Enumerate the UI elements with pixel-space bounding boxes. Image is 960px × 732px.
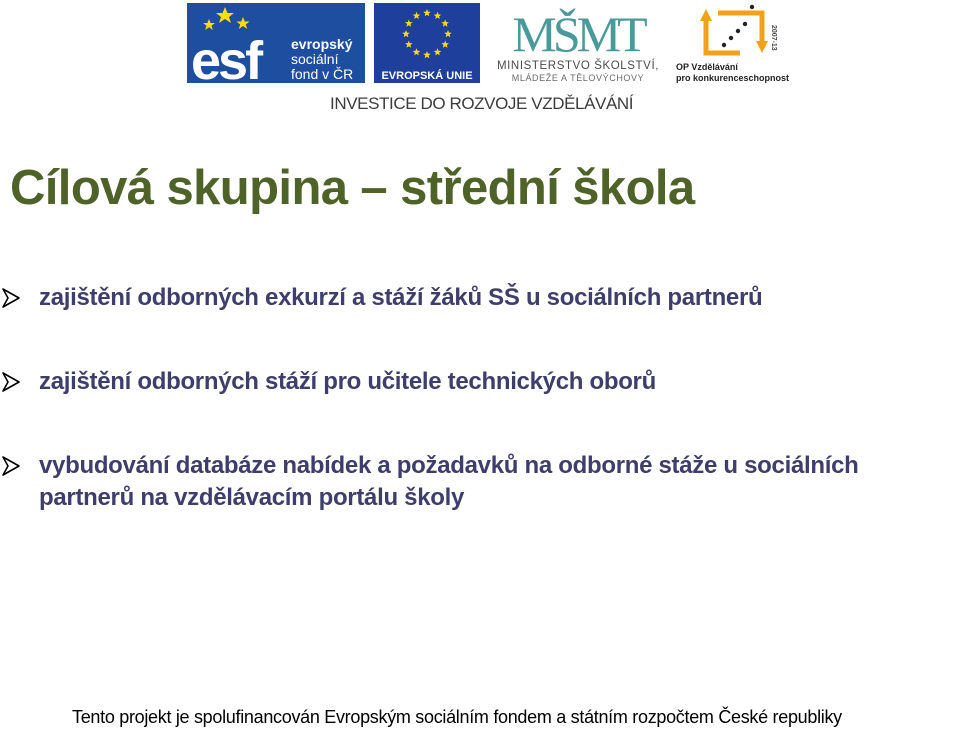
esf-mark: esf	[191, 31, 261, 83]
bullet-text: vybudování databáze nabídek a požadavků na odborné stáže u sociálních partnerů na vzdělávacím portálu školy	[39, 452, 859, 511]
eu-caption: EVROPSKÁ UNIE	[381, 70, 473, 82]
arrow-bullet-icon	[1, 287, 21, 309]
bullet-text: zajištění odborných exkurzí a stáží žáků SŠ u sociálních partnerů	[39, 284, 763, 311]
esf-line3: fond v ČR	[291, 66, 354, 82]
op-side-text: 2007-13	[770, 25, 777, 51]
banner-text: INVESTICE DO ROZVOJE VZDĚLÁVÁNÍ	[330, 94, 634, 113]
msmt-line2: MLÁDEŽE A TĚLOVÝCHOVY	[511, 73, 645, 83]
arrow-bullet-icon	[1, 371, 21, 393]
msmt-line1: MINISTERSTVO ŠKOLSTVÍ,	[496, 60, 660, 72]
footer-text: Tento projekt je spolufinancován Evropským sociálním fondem a státním rozpočtem České republiky	[72, 707, 842, 727]
op-line2: pro konkurenceschopnost	[676, 73, 790, 83]
msmt-mark: MŠMT	[512, 6, 644, 62]
slide-title: Cílová skupina – střední škola	[10, 161, 695, 215]
esf-line2: sociální	[291, 51, 339, 67]
esf-logo	[187, 3, 365, 83]
msmt-logo	[488, 3, 668, 83]
bullet-text: zajištění odborných stáží pro učitele technických oborů	[39, 368, 656, 395]
eu-flag-logo	[374, 3, 480, 83]
esf-line1: evropský	[291, 36, 353, 52]
op-line1: OP Vzdělávání	[676, 62, 738, 72]
arrow-bullet-icon	[1, 455, 21, 477]
op-vzdelavani-logo	[674, 3, 794, 83]
